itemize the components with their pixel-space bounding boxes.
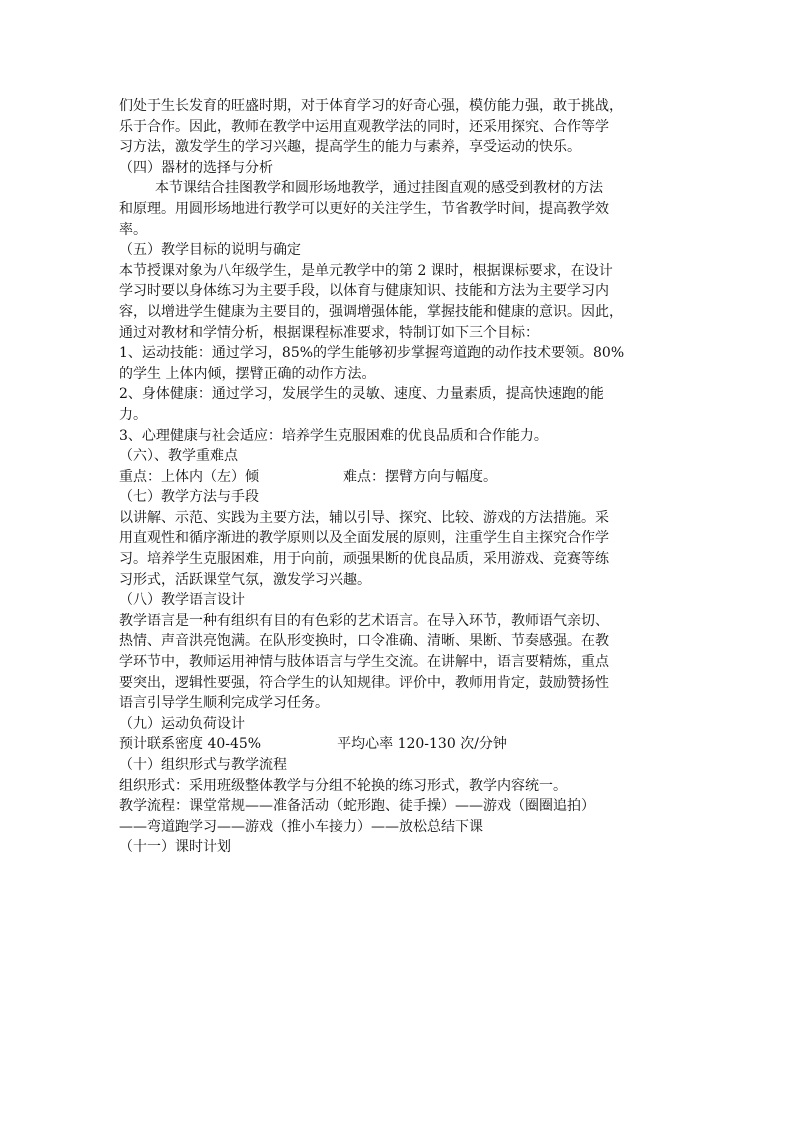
paragraph-line: 学习时要以身体练习为主要手段，以体育与健康知识、技能和方法为主要学习内 [119, 283, 609, 300]
paragraph-line: 本节授课对象为八年级学生，是单元教学中的第 2 课时，根据课标要求，在设计 [119, 262, 613, 279]
paragraph-line: 语言引导学生顺利完成学习任务。 [119, 695, 329, 712]
section-heading-8: （八）教学语言设计 [119, 592, 245, 609]
paragraph-line: 习形式，活跃课堂气氛，激发学习兴趣。 [119, 571, 371, 588]
goal-item-1: 1、运动技能：通过学习，85%的学生能够初步掌握弯道跑的动作技术要领。80% [119, 345, 625, 362]
difficulty: 难点：摆臂方向与幅度。 [343, 468, 497, 485]
section-heading-4: （四）器材的选择与分析 [119, 159, 273, 176]
paragraph-line: 本节课结合挂图教学和圆形场地教学，通过挂图直观的感受到教材的方法 [155, 180, 603, 197]
document-body [119, 96, 691, 858]
section-heading-10: （十）组织形式与教学流程 [119, 757, 287, 773]
section-heading-6: （六）、教学重难点 [119, 448, 238, 465]
paragraph-line: 要突出，逻辑性要强，符合学生的认知规律。评价中，教师用肯定，鼓励赞扬性 [119, 674, 609, 691]
paragraph-line: 学环节中，教师运用神情与肢体语言与学生交流。在讲解中，语言要精炼，重点 [119, 654, 609, 671]
paragraph-line: 习。培养学生克服困难，用于向前，顽强果断的优良品质，采用游戏、竞赛等练 [119, 551, 609, 568]
goal-item-1-cont: 的学生 上体内倾，摆臂正确的动作方法。 [119, 365, 376, 382]
heart-rate: 平均心率 120-130 次/分钟 [337, 736, 507, 753]
section-heading-5: （五）教学目标的说明与确定 [119, 242, 301, 259]
paragraph-line: 们处于生长发育的旺盛时期，对于体育学习的好奇心强，模仿能力强，敢于挑战， [119, 98, 623, 114]
paragraph-line: 热情、声音洪亮饱满。在队形变换时，口令准确、清晰、果断、节奏感强。在教 [119, 633, 609, 650]
paragraph-line: 以讲解、示范、实践为主要方法，辅以引导、探究、比较、游戏的方法措施。采 [119, 509, 609, 526]
load-line [119, 734, 691, 755]
paragraph-line: 乐于合作。因此，教师在教学中运用直观教学法的同时，还采用探究、合作等学 [119, 118, 609, 135]
paragraph-line: 用直观性和循序渐进的教学原则以及全面发展的原则，注重学生自主探究合作学 [119, 530, 609, 547]
paragraph-line: 习方法，激发学生的学习兴趣，提高学生的能力与素养，享受运动的快乐。 [119, 139, 581, 156]
section-heading-9: （九）运动负荷设计 [119, 715, 245, 732]
section-heading-7: （七）教学方法与手段 [119, 489, 259, 506]
paragraph-line: 和原理。用圆形场地进行教学可以更好的关注学生，节省教学时间，提高教学效 [119, 200, 609, 217]
goal-item-2: 2、身体健康：通过学习，发展学生的灵敏、速度、力量素质，提高快速跑的能 [119, 386, 604, 403]
goal-item-2-cont: 力。 [119, 406, 147, 423]
teaching-flow: 教学流程：课堂常规——准备活动（蛇形跑、徒手操）——游戏（圈圈追拍） [119, 798, 595, 815]
goal-item-3: 3、心理健康与社会适应：培养学生克服困难的优良品质和合作能力。 [119, 427, 548, 444]
exercise-density: 预计联系密度 40-45% [119, 736, 262, 753]
paragraph-line: 容，以增进学生健康为主要目的，强调增强体能，掌握技能和健康的意识。因此， [119, 303, 623, 320]
paragraph-line: 通过对教材和学情分析，根据课程标准要求，特制订如下三个目标： [119, 324, 539, 341]
paragraph-line: 率。 [119, 221, 147, 238]
key-difficulty-line [119, 467, 691, 488]
section-heading-11: （十一）课时计划 [119, 839, 231, 856]
organization-form: 组织形式：采用班级整体教学与分组不轮换的练习形式，教学内容统一。 [119, 777, 567, 794]
key-point: 重点：上体内（左）倾 [119, 468, 259, 485]
paragraph-line: 教学语言是一种有组织有目的有色彩的艺术语言。在导入环节，教师语气亲切、 [119, 612, 609, 629]
teaching-flow-cont: ——弯道跑学习——游戏（推小车接力）——放松总结下课 [119, 818, 483, 835]
